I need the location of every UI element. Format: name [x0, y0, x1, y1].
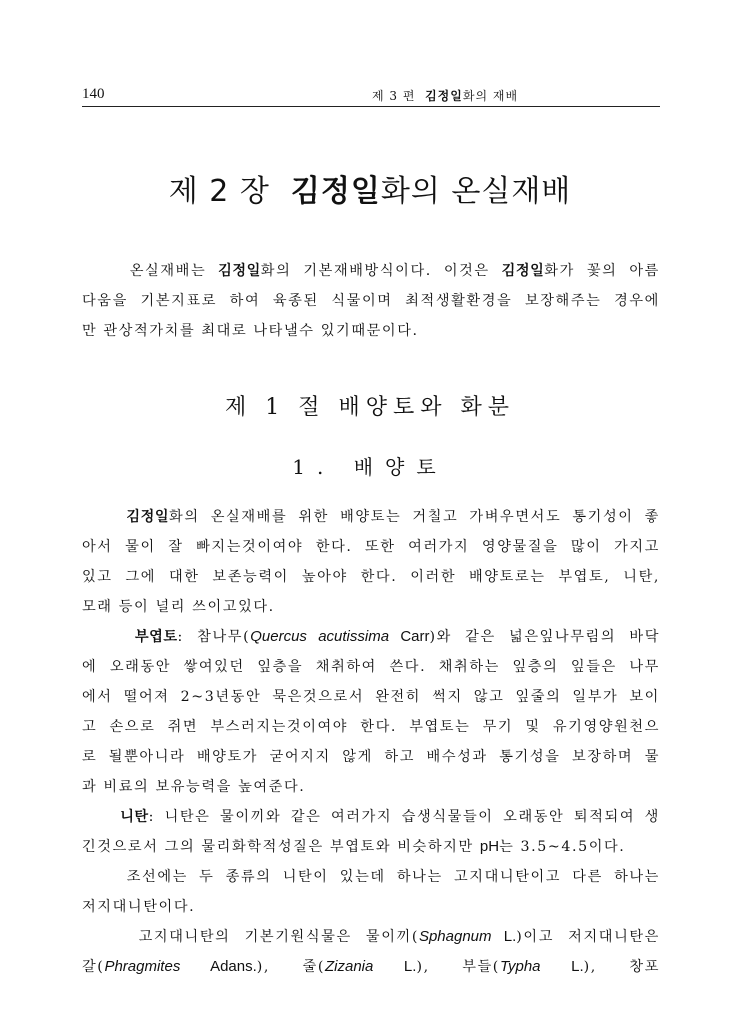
running-header — [82, 84, 660, 107]
text-line: 김정일화의 온실재배를 위한 배양토는 거칠고 가벼우면서도 통기성이 좋 — [126, 509, 660, 525]
text-line: 있고 그에 대한 보존능력이 높아야 한다. 이러한 배양토로는 부엽토, 니탄, — [82, 569, 660, 585]
text-line: 온실재배는 김정일화의 기본재배방식이다. 이것은 김정일화가 꽃의 아름 — [129, 263, 660, 279]
page-number: 140 — [82, 86, 105, 102]
text-line: 고지대니탄의 기본기원식물은 물이끼(Sphagnum L.)이고 저지대니탄은 — [138, 928, 660, 945]
text-line: 에서 떨어져 2~3년동안 묵은것으로서 완전히 썩지 않고 잎줄의 일부가 보이 — [82, 689, 660, 705]
running-title: 제 3 편 김정일화의 재배 — [372, 89, 519, 103]
text-line: 조선에는 두 종류의 니탄이 있는데 하나는 고지대니탄이고 다른 하나는 — [126, 869, 660, 885]
text-line: 아서 물이 잘 빠지는것이여야 한다. 또한 여러가지 영양물질을 많이 가지고 — [82, 539, 660, 555]
body-paragraph-1 — [82, 502, 660, 622]
body-paragraph-5 — [82, 922, 660, 982]
text-line: 만 관상적가치를 최대로 나타낼수 있기때문이다. — [82, 323, 419, 339]
body-paragraph-4 — [82, 862, 660, 922]
text-line: 로 될뿐아니라 배양토가 굳어지지 않게 하고 배수성과 통기성을 보장하며 물 — [82, 749, 660, 765]
body-paragraph-3 — [82, 802, 660, 862]
text-line: 니탄: 니탄은 물이끼와 같은 여러가지 습생식물들이 오래동안 퇴적되여 생 — [120, 809, 660, 825]
text-line: 모래 등이 널리 쓰이고있다. — [82, 599, 275, 615]
section-title: 제 1 절 배양토와 화분 — [225, 395, 515, 420]
body-paragraph-2 — [82, 622, 660, 802]
text-line: 고 손으로 쥐면 부스러지는것이여야 한다. 부엽토는 무기 및 유기영양원천으 — [82, 719, 660, 735]
chapter-title: 제 2 장 김정일화의 온실재배 — [168, 174, 572, 209]
text-line: 긴것으로서 그의 물리화학적성질은 부엽토와 비슷하지만 pH는 3.5~4.5이다. — [82, 838, 626, 855]
intro-paragraph — [82, 256, 660, 346]
text-line: 과 비료의 보유능력을 높여준다. — [82, 779, 306, 795]
subsection-title: 1. 배양토 — [292, 455, 448, 479]
text-line: 다움을 기본지표로 하여 육종된 식물이며 최적생활환경을 보장해주는 경우에 — [82, 293, 660, 309]
text-line: 갈(Phragmites Adans.), 줄(Zizania L.), 부들(Typha L.), 창포 — [82, 958, 660, 975]
text-line: 저지대니탄이다. — [82, 899, 196, 915]
text-line: 에 오래동안 쌓여있던 잎층을 채취하여 쓴다. 채취하는 잎층의 잎들은 나무 — [82, 659, 660, 675]
text-line: 부엽토: 참나무(Quercus acutissima Carr)와 같은 넓은잎나무림의 바닥 — [134, 628, 660, 645]
